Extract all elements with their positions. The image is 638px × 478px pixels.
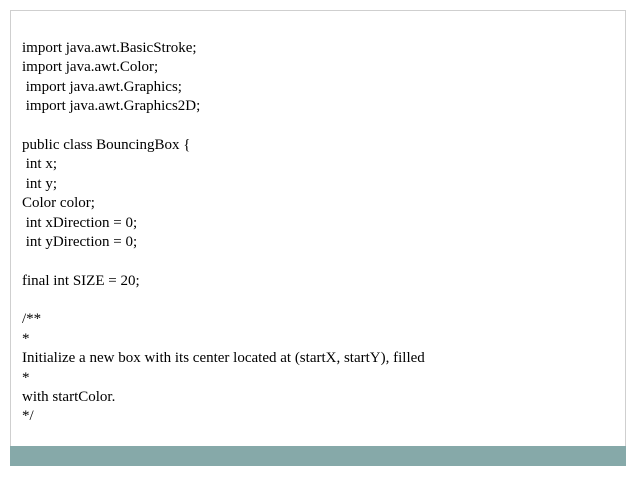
code-line: final int SIZE = 20; xyxy=(22,272,140,289)
slide-footer-bar xyxy=(10,446,626,466)
code-line: public class BouncingBox { xyxy=(22,136,191,153)
code-line: * xyxy=(22,369,30,386)
code-line-blank xyxy=(22,117,612,136)
code-line: /** xyxy=(22,311,42,328)
code-line-blank xyxy=(22,252,612,271)
code-line: */ xyxy=(22,408,34,425)
code-line: int yDirection = 0; xyxy=(22,233,138,250)
code-line: with startColor. xyxy=(22,389,116,406)
code-text-block xyxy=(22,39,612,427)
code-line: int x; xyxy=(22,156,58,173)
code-line: Initialize a new box with its center located at (startX, startY), filled xyxy=(22,350,425,367)
code-line: int y; xyxy=(22,175,58,192)
code-line: import java.awt.Graphics; xyxy=(22,78,182,95)
code-line: import java.awt.BasicStroke; xyxy=(22,40,197,56)
code-line: * xyxy=(22,330,30,347)
code-line: import java.awt.Color; xyxy=(22,59,159,76)
code-line: import java.awt.Graphics2D; xyxy=(22,98,201,115)
code-line: Color color; xyxy=(22,195,95,212)
code-line: int xDirection = 0; xyxy=(22,214,138,231)
code-line-blank xyxy=(22,291,612,310)
